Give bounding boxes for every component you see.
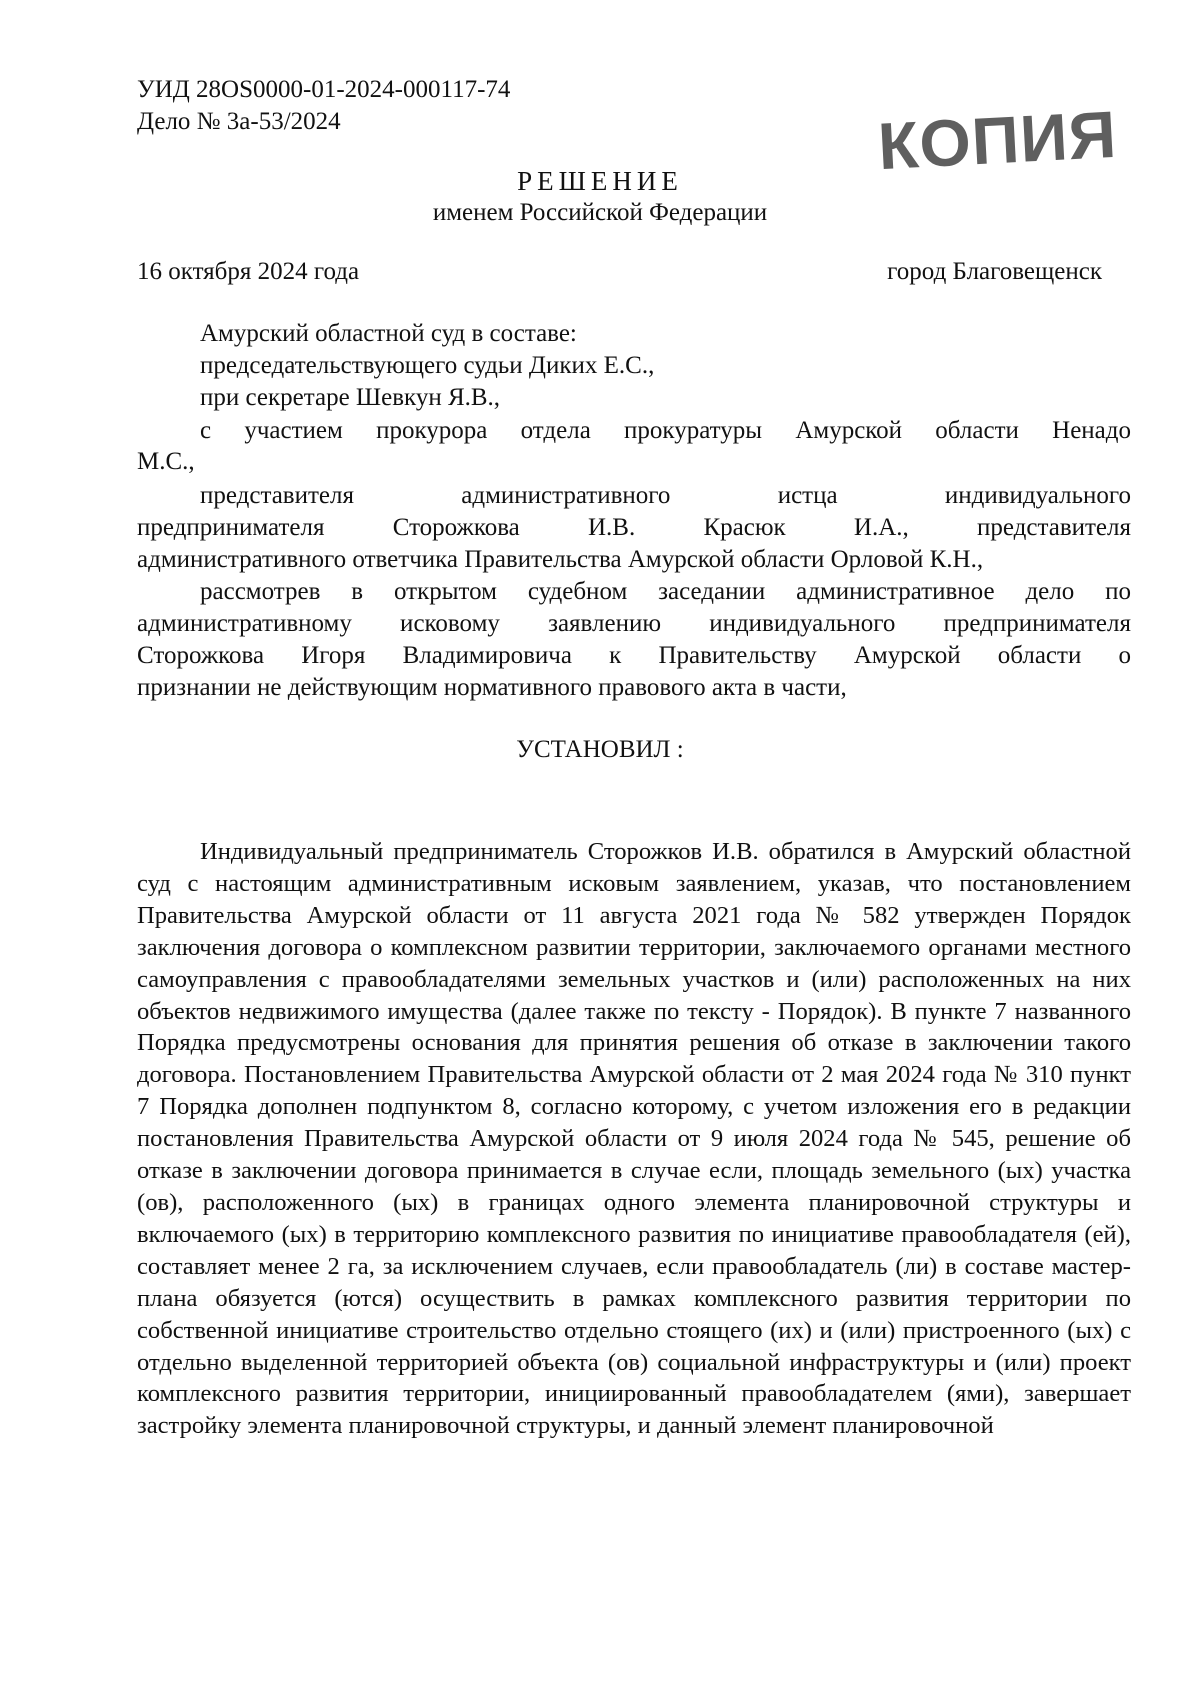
plaintiff-rep-line-3: административного ответчика Правительства Амурской области Орловой К.Н.,	[137, 546, 984, 573]
plaintiff-rep-line-2: предпринимателя Сторожкова И.В. Красюк И.А., представителя	[137, 514, 1131, 541]
decision-city: город Благовещенск	[887, 258, 1102, 285]
document-title: РЕШЕНИЕ	[517, 166, 683, 196]
case-number: Дело № 3а-53/2024	[137, 108, 341, 135]
court-composition: Амурский областной суд в составе:	[200, 320, 577, 347]
prosecutor-line-1: с участием прокурора отдела прокуратуры Амурской области Ненадо	[200, 417, 1131, 444]
considered-line-1: рассмотрев в открытом судебном заседании административное дело по	[200, 578, 1131, 605]
considered-line-3: Сторожкова Игоря Владимировича к Правительству Амурской области о	[137, 642, 1131, 669]
body-paragraph: Индивидуальный предприниматель Сторожков И.В. обратился в Амурский областной суд с настоящим административным исковым заявлением, указав, что постановлением Правительства Амурской области от 11 августа 2021 года № 582 утвержден Порядок заключения договора о комплексном развитии территории, заключаемого органами местного самоуправления с правообладателями земельных участков и (или) расположенных на них объектов недвижимого имущества (далее также по тексту - Порядок). В пункте 7 названного Порядка предусмотрены основания для принятия решения об отказе в заключении такого договора. Постановлением Правительства Амурской области от 2 мая 2024 года № 310 пункт 7 Порядка дополнен подпунктом 8, согласно которому, с учетом изложения его в редакции постановления Правительства Амурской области от 9 июля 2024 года № 545, решение об отказе в заключении договора принимается в случае если, площадь земельного (ых) участка (ов), расположенного (ых) в границах одного элемента планировочной структуры и включаемого (ых) в территорию комплексного развития по инициативе правообладателя (ей), составляет менее 2 га, за исключением случаев, если правообладатель (ли) в составе мастер-плана обязуется (ются) осуществить в рамках комплексного развития территории по собственной инициативе строительство отдельно стоящего (их) и (или) пристроенного (ых) с отдельно выделенной территорией объекта (ов) социальной инфраструктуры и (или) проект комплексного развития территории, инициированный правообладателем (ями), завершает застройку элемента планировочной структуры, и данный элемент планировочной	[137, 838, 1131, 1440]
considered-line-2: административному исковому заявлению индивидуального предпринимателя	[137, 610, 1131, 637]
plaintiff-rep-line-1: представителя административного истца индивидуального	[200, 482, 1131, 509]
copy-stamp: КОПИЯ	[876, 96, 1119, 184]
presiding-judge: председательствующего судьи Диких Е.С.,	[200, 352, 655, 379]
established-heading: УСТАНОВИЛ :	[516, 736, 684, 763]
considered-line-4: признании не действующим нормативного правового акта в части,	[137, 674, 847, 701]
prosecutor-line-2: М.С.,	[137, 448, 195, 475]
case-uid: УИД 28OS0000-01-2024-000117-74	[137, 76, 511, 103]
decision-date: 16 октября 2024 года	[137, 258, 360, 285]
court-secretary: при секретаре Шевкун Я.В.,	[200, 384, 501, 411]
document-subtitle: именем Российской Федерации	[432, 199, 768, 226]
